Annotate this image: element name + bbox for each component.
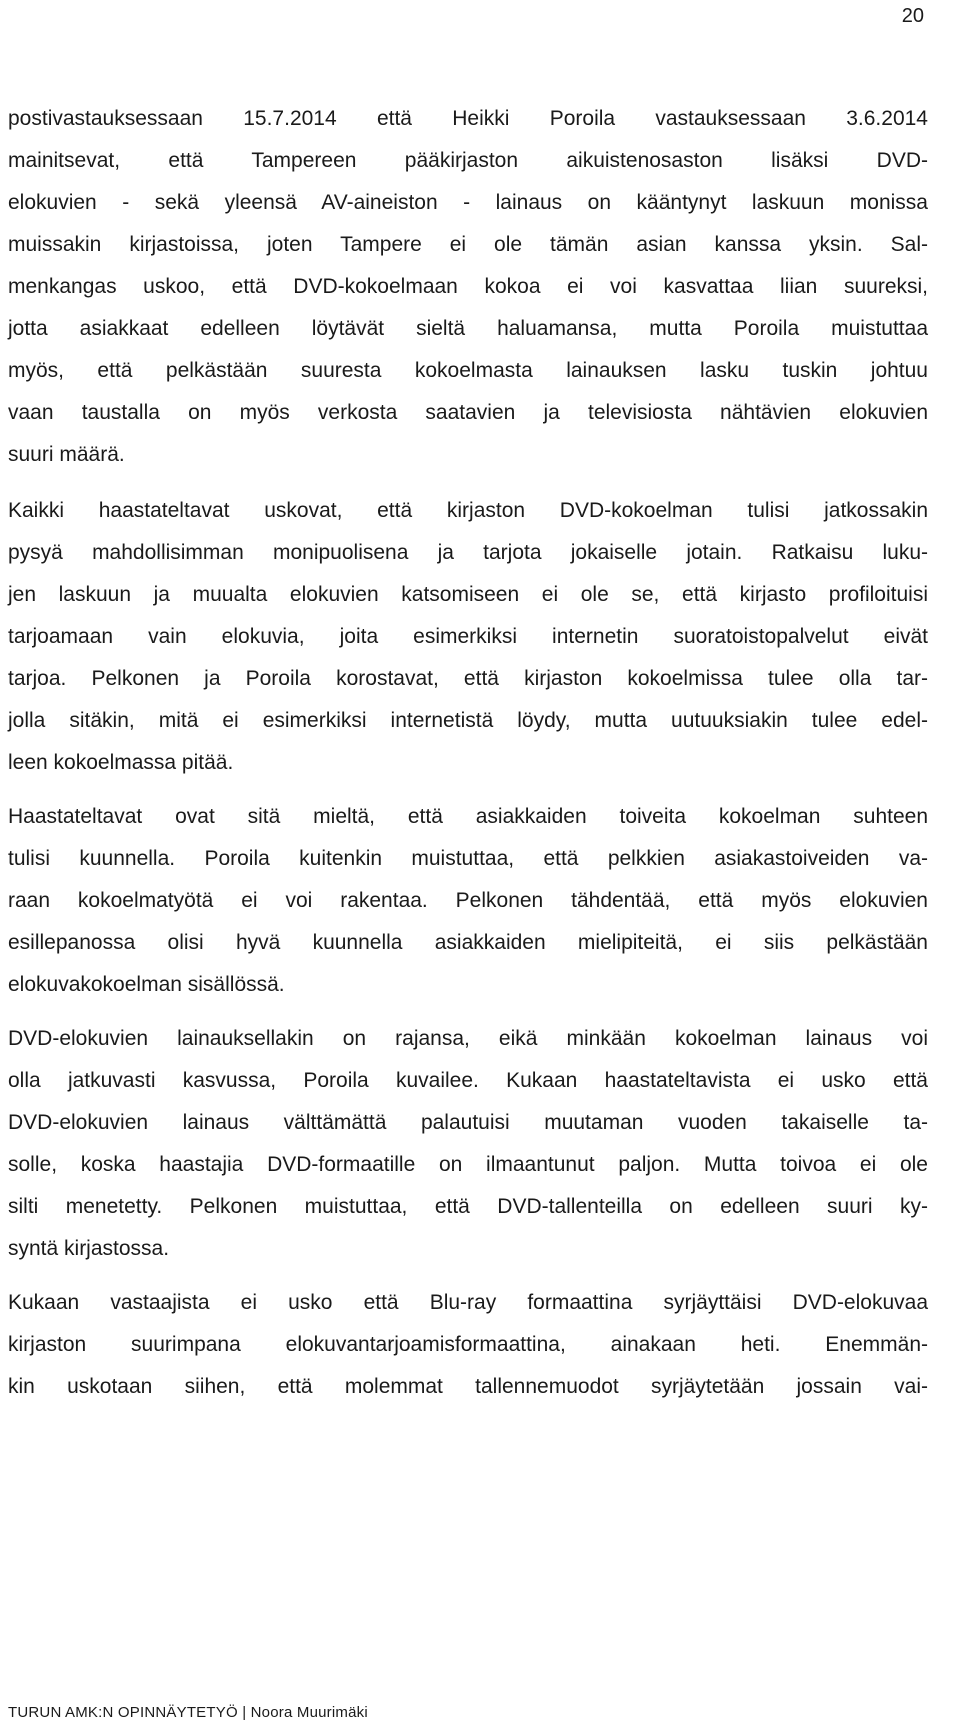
text-line: leen kokoelmassa pitää. xyxy=(8,751,234,774)
text-line: muissakin kirjastoissa, joten Tampere ei ole tämän asian kanssa yksin. Sal- xyxy=(8,233,928,256)
text-line: Kaikki haastateltavat uskovat, että kirjaston DVD-kokoelman tulisi jatkossakin xyxy=(8,499,928,522)
text-line: Haastateltavat ovat sitä mieltä, että asiakkaiden toiveita kokoelman suhteen xyxy=(8,805,928,828)
text-line: tarjoa. Pelkonen ja Poroila korostavat, että kirjaston kokoelmissa tulee olla tar- xyxy=(8,667,928,690)
text-line: myös, että pelkästään suuresta kokoelmasta lainauksen lasku tuskin johtuu xyxy=(8,359,928,382)
text-line: kirjaston suurimpana elokuvantarjoamisformaattina, ainakaan heti. Enemmän- xyxy=(8,1333,928,1356)
text-line: pysyä mahdollisimman monipuolisena ja tarjota jokaiselle jotain. Ratkaisu luku- xyxy=(8,541,928,564)
document-body xyxy=(8,98,928,1408)
text-line: syntä kirjastossa. xyxy=(8,1237,170,1260)
paragraph-3 xyxy=(8,796,928,1006)
text-line: postivastauksessaan 15.7.2014 että Heikki Poroila vastauksessaan 3.6.2014 xyxy=(8,107,928,130)
text-line: jotta asiakkaat edelleen löytävät sieltä haluamansa, mutta Poroila muistuttaa xyxy=(8,317,928,340)
paragraph-4 xyxy=(8,1018,928,1270)
paragraph-2 xyxy=(8,490,928,784)
text-line: solle, koska haastajia DVD-formaatille on ilmaantunut paljon. Mutta toivoa ei ole xyxy=(8,1153,928,1176)
text-line: Kukaan vastaajista ei usko että Blu-ray formaattina syrjäyttäisi DVD-elokuvaa xyxy=(8,1291,928,1314)
text-line: tarjoamaan vain elokuvia, joita esimerkiksi internetin suoratoistopalvelut eivät xyxy=(8,625,928,648)
page-footer: TURUN AMK:N OPINNÄYTETYÖ | Noora Muurimäki xyxy=(8,1704,368,1721)
text-line: jen laskuun ja muualta elokuvien katsomiseen ei ole se, että kirjasto profiloituisi xyxy=(8,583,928,606)
text-line: elokuvakokoelman sisällössä. xyxy=(8,973,285,996)
text-line: silti menetetty. Pelkonen muistuttaa, että DVD-tallenteilla on edelleen suuri ky- xyxy=(8,1195,928,1218)
text-line: jolla sitäkin, mitä ei esimerkiksi internetistä löydy, mutta uutuuksiakin tulee edel- xyxy=(8,709,928,732)
paragraph-1 xyxy=(8,98,928,476)
page-number: 20 xyxy=(901,5,924,27)
paragraph-5 xyxy=(8,1282,928,1408)
text-line: tulisi kuunnella. Poroila kuitenkin muistuttaa, että pelkkien asiakastoiveiden va- xyxy=(8,847,928,870)
text-line: mainitsevat, että Tampereen pääkirjaston aikuistenosaston lisäksi DVD- xyxy=(8,149,928,172)
text-line: vaan taustalla on myös verkosta saatavien ja televisiosta nähtävien elokuvien xyxy=(8,401,928,424)
text-line: raan kokoelmatyötä ei voi rakentaa. Pelkonen tähdentää, että myös elokuvien xyxy=(8,889,928,912)
text-line: kin uskotaan siihen, että molemmat tallennemuodot syrjäytetään jossain vai- xyxy=(8,1375,928,1398)
text-line: DVD-elokuvien lainaus välttämättä palautuisi muutaman vuoden takaiselle ta- xyxy=(8,1111,928,1134)
text-line: olla jatkuvasti kasvussa, Poroila kuvailee. Kukaan haastateltavista ei usko että xyxy=(8,1069,928,1092)
text-line: esillepanossa olisi hyvä kuunnella asiakkaiden mielipiteitä, ei siis pelkästään xyxy=(8,931,928,954)
text-line: DVD-elokuvien lainauksellakin on rajansa, eikä minkään kokoelman lainaus voi xyxy=(8,1027,928,1050)
text-line: menkangas uskoo, että DVD-kokoelmaan kokoa ei voi kasvattaa liian suureksi, xyxy=(8,275,928,298)
text-line: suuri määrä. xyxy=(8,443,125,466)
text-line: elokuvien - sekä yleensä AV-aineiston - lainaus on kääntynyt laskuun monissa xyxy=(8,191,928,214)
